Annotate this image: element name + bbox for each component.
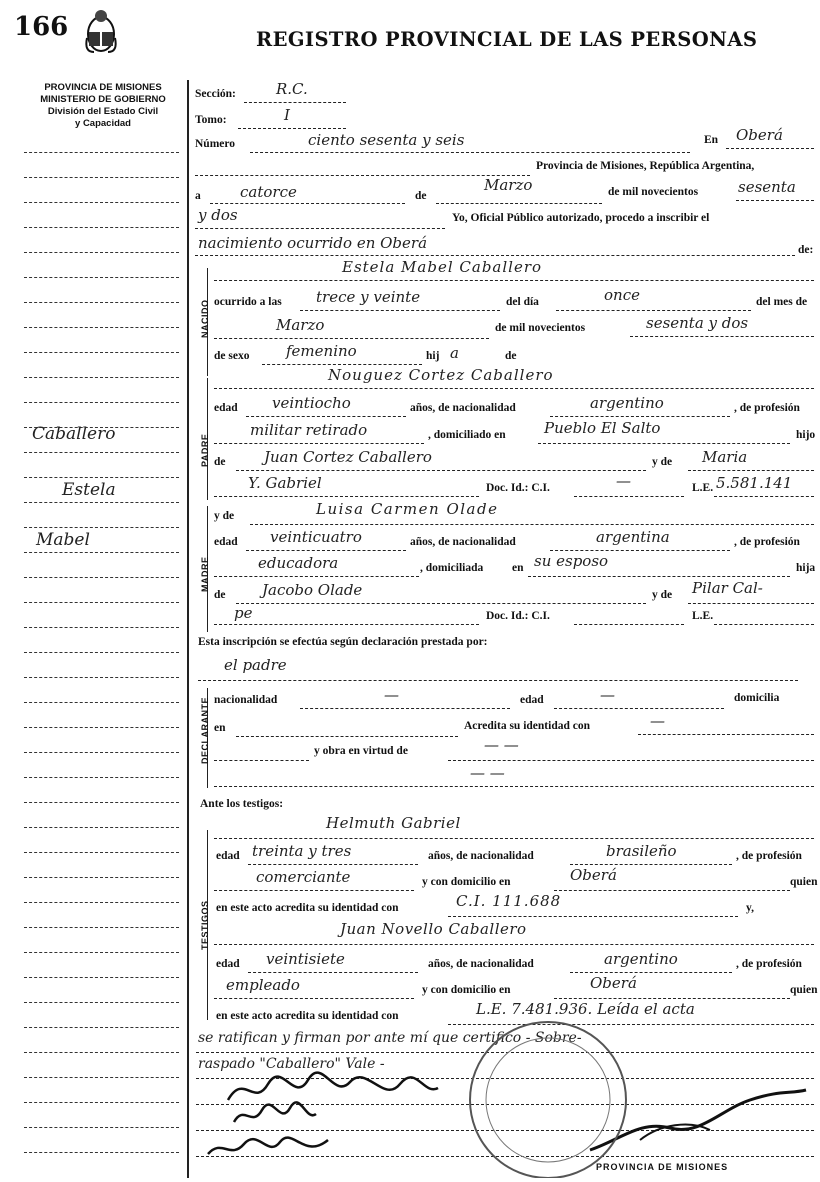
page-number: 166 (14, 12, 69, 42)
madre-label: MADRE (200, 556, 210, 592)
testigo2-edad-value: veintisiete (266, 950, 345, 968)
declarante-edad-label: edad (520, 694, 544, 706)
numero-value: ciento sesenta y seis (308, 131, 465, 149)
declarante-extra-value: — — (470, 764, 505, 782)
madre-dom-value: su esposo (534, 552, 609, 570)
padre-madre-value-continued: Y. Gabriel (248, 474, 322, 492)
declarante-obra-label: y obra en virtud de (314, 745, 408, 757)
testigo2-acredita-label: en este acto acredita su identidad con (216, 1010, 399, 1022)
madre-madre-value-continued: pe (234, 604, 253, 622)
padre-edad-value: veintiocho (272, 394, 351, 412)
madre-hija-label: hija (796, 562, 816, 574)
en-label: En (704, 134, 719, 146)
sexo-value: femenino (286, 342, 357, 360)
a-value: catorce (240, 183, 297, 201)
declarante-en-label: en (214, 722, 226, 734)
declaracion-text: Esta inscripción se efectúa según declaración prestada por: (198, 636, 488, 648)
testigo1-quien-label: quien (790, 876, 818, 888)
ministry-line-1: PROVINCIA DE MISIONES (44, 82, 162, 93)
testigo1-nombre: Helmuth Gabriel (326, 814, 461, 832)
ministry-block (22, 82, 184, 130)
signature-2 (230, 1100, 320, 1134)
madre-prof-value: educadora (258, 554, 339, 572)
testigo1-prof-label: , de profesión (736, 850, 802, 862)
padre-hijo-label: hijo (796, 429, 816, 441)
margin-note-middle-name: Mabel (36, 530, 90, 550)
hij-de-label: de (505, 350, 517, 362)
dia-value: once (604, 286, 640, 304)
mes-value: Marzo (484, 176, 533, 194)
testigo2-prof-value: empleado (226, 976, 300, 994)
hij-suffix: a (450, 344, 459, 362)
closing-line-1: se ratifican y firman por ante mí que certifico - Sobre- (198, 1030, 582, 1046)
declarante-edad-value: — (600, 686, 615, 704)
padre-nac-label: años, de nacionalidad (410, 402, 516, 414)
testigo1-edad-value: treinta y tres (252, 842, 352, 860)
padre-de-label: de (214, 456, 226, 468)
madre-edad-label: edad (214, 536, 238, 548)
tomo-value: I (284, 106, 290, 124)
closing-line-2: raspado "Caballero" Vale - (198, 1056, 385, 1072)
madre-yde-label: y de (214, 510, 235, 522)
madre-padre-value: Jacobo Olade (262, 581, 363, 599)
mil-label: de mil novecientos (608, 186, 699, 198)
declarante-nac-value: — (384, 686, 399, 704)
page-title: REGISTRO PROVINCIAL DE LAS PERSONAS (256, 28, 758, 51)
main-divider (187, 80, 189, 1178)
numero-label: Número (195, 138, 236, 150)
testigo1-nac-value: brasileño (606, 842, 677, 860)
padre-le-value: 5.581.141 (716, 474, 793, 492)
testigo2-quien-label: quien (790, 984, 818, 996)
official-stamp (458, 1010, 638, 1182)
a-label: a (195, 190, 201, 202)
madre-edad-value: veinticuatro (270, 528, 362, 546)
padre-padre-value: Juan Cortez Caballero (264, 448, 432, 466)
ministry-line-4: y Capacidad (75, 118, 131, 129)
testigo2-prof-label: , de profesión (736, 958, 802, 970)
madre-le-label: L.E. (692, 610, 714, 622)
madre-en-label: en (512, 562, 524, 574)
madre-nac-value: argentina (596, 528, 670, 546)
padre-madre-value: Maria (702, 448, 748, 466)
de-end-label: de: (798, 244, 814, 256)
testigo1-acredita-label: en este acto acredita su identidad con (216, 902, 399, 914)
hora-value: trece y veinte (316, 288, 421, 306)
padre-yde-label: y de (652, 456, 673, 468)
testigo1-edad-label: edad (216, 850, 240, 862)
testigo2-acredita-value: L.E. 7.481.936. Leída el acta (476, 1000, 695, 1018)
testigo2-dom-label: y con domicilio en (422, 984, 511, 996)
testigos-label: TESTIGOS (200, 900, 210, 950)
testigo1-y-label: y, (746, 902, 754, 914)
declarante-acredita-label: Acredita su identidad con (464, 720, 590, 732)
coat-of-arms-icon (84, 8, 118, 58)
madre-nac-label: años, de nacionalidad (410, 536, 516, 548)
testigo2-dom-value: Oberá (590, 974, 637, 992)
nacido-anio-value: sesenta y dos (646, 314, 749, 332)
testigo1-nac-label: años, de nacionalidad (428, 850, 534, 862)
padre-dom-label: , domiciliado en (428, 429, 506, 441)
margin-note-surname: Caballero (32, 424, 116, 444)
testigo2-nac-label: años, de nacionalidad (428, 958, 534, 970)
anio-value-continued: y dos (198, 206, 238, 224)
madre-yde2-label: y de (652, 589, 673, 601)
stamp-text: PROVINCIA DE MISIONES (596, 1162, 729, 1172)
declarante-label: DECLARANTE (200, 697, 210, 764)
madre-madre-value: Pilar Cal- (692, 579, 763, 597)
padre-prof-value: militar retirado (250, 421, 368, 439)
padre-nac-value: argentino (590, 394, 664, 412)
sexo-label: de sexo (214, 350, 250, 362)
nacido-mil-label: de mil novecientos (495, 322, 586, 334)
madre-doc-label: Doc. Id.: C.I. (486, 610, 550, 622)
ocurrido-label: ocurrido a las (214, 296, 282, 308)
signature-3 (204, 1130, 334, 1168)
ante-testigos-label: Ante los testigos: (200, 798, 284, 810)
de-label: de (415, 190, 427, 202)
testigo1-dom-label: y con domicilio en (422, 876, 511, 888)
testigo1-acredita-value: C.I. 111.688 (456, 892, 562, 910)
madre-de-label: de (214, 589, 226, 601)
padre-doc-label: Doc. Id.: C.I. (486, 482, 550, 494)
madre-prof-label: , de profesión (734, 536, 800, 548)
evento-value: nacimiento ocurrido en Oberá (198, 234, 428, 252)
en-value: Oberá (736, 126, 783, 144)
testigo2-nombre: Juan Novello Caballero (340, 920, 527, 938)
testigo2-edad-label: edad (216, 958, 240, 970)
provincia-text: Provincia de Misiones, República Argentina, (536, 160, 755, 172)
padre-nombre: Nouguez Cortez Caballero (328, 366, 554, 384)
madre-dom-label: , domiciliada (420, 562, 484, 574)
seccion-value: R.C. (276, 80, 308, 98)
padre-le-label: L.E. (692, 482, 714, 494)
declarante-obra-value: — — (484, 736, 519, 754)
testigo1-dom-value: Oberá (570, 866, 617, 884)
testigo2-nac-value: argentino (604, 950, 678, 968)
yo-text: Yo, Oficial Público autorizado, procedo a inscribir el (452, 212, 710, 224)
declarante-dom-label: domicilia (734, 692, 780, 704)
nacido-nombre: Estela Mabel Caballero (342, 258, 543, 276)
padre-doc-value: — (616, 472, 631, 490)
del-dia-label: del día (506, 296, 539, 308)
padre-dom-value: Pueblo El Salto (544, 419, 661, 437)
declaracion-value: el padre (224, 656, 287, 674)
nacido-mes-value: Marzo (276, 316, 325, 334)
declarante-nac-label: nacionalidad (214, 694, 278, 706)
anio-value: sesenta (738, 178, 796, 196)
testigo1-prof-value: comerciante (256, 868, 351, 886)
nacido-label: NACIDO (200, 299, 210, 338)
madre-nombre: Luisa Carmen Olade (316, 500, 499, 518)
padre-label: PADRE (200, 433, 210, 467)
del-mes-label: del mes de (756, 296, 808, 308)
declarante-acredita-value: — (650, 712, 665, 730)
padre-prof-label: , de profesión (734, 402, 800, 414)
hij-label: hij (426, 350, 440, 362)
padre-edad-label: edad (214, 402, 238, 414)
seccion-label: Sección: (195, 88, 236, 100)
ministry-line-2: MINISTERIO DE GOBIERNO (40, 94, 166, 105)
margin-note-first-name: Estela (62, 480, 116, 500)
tomo-label: Tomo: (195, 114, 227, 126)
ministry-line-3: División del Estado Civil (47, 106, 159, 117)
